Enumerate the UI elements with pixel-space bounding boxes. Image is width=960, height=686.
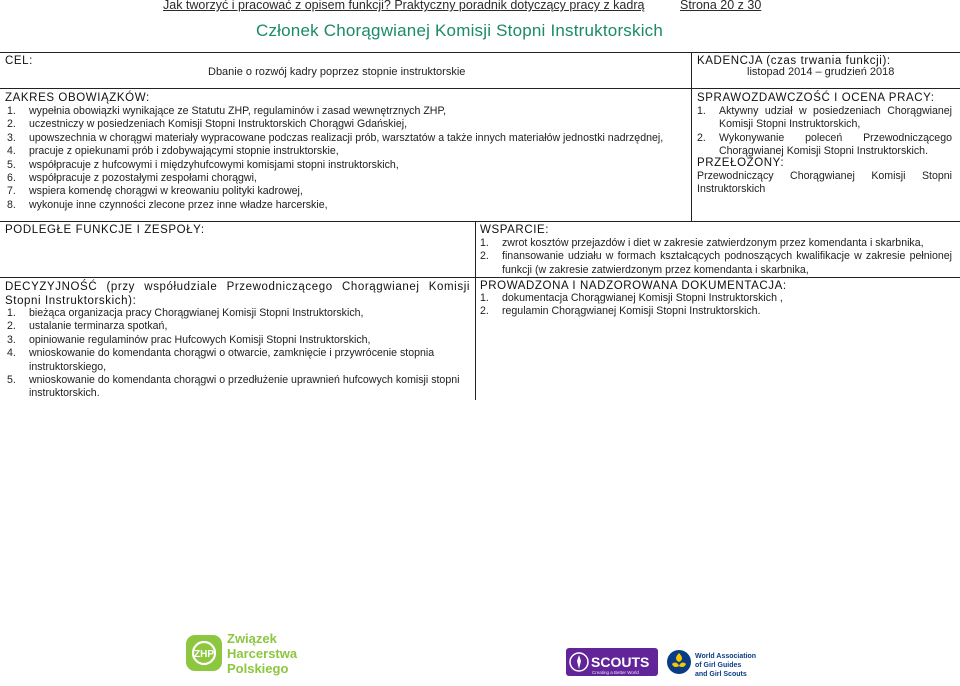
list-item: 5. wnioskowanie do komendanta chorągwi o przedłużenie uprawnień hufcowych komisji stopni instruktorskich. bbox=[7, 374, 460, 400]
divider bbox=[0, 52, 960, 53]
list-item: 2. Wykonywanie poleceń Przewodniczącego Chorągwianej Komisji Stopni Instruktorskich. bbox=[697, 131, 952, 158]
list-item: 6. współpracuje z pozostałymi zespołami chorągwi, bbox=[7, 172, 257, 185]
list-item: 2. finansowanie udziału w formach kształcących podnoszących kwalifikacje w zakresie pełnionej funkcji (w zakresie zatwierdzonym przez komendanta i skarbnika, bbox=[480, 250, 952, 276]
svg-text:Harcerstwa: Harcerstwa bbox=[227, 646, 298, 661]
list-item: 8. wykonuje inne czynności zlecone przez inne władze harcerskie, bbox=[7, 198, 328, 211]
divider bbox=[0, 88, 960, 89]
list-item: 1. dokumentacja Chorągwianej Komisji Stopni Instruktorskich , bbox=[480, 292, 783, 304]
cel-label: CEL: bbox=[5, 55, 33, 67]
wsparcie-list bbox=[480, 237, 952, 277]
przelozony-text: Przewodniczący Chorągwianej Komisji Stopni Instruktorskich bbox=[697, 170, 952, 196]
decyzyjnosc-label: DECYZYJNOŚĆ (przy współudziale Przewodniczącego Chorągwianej Komisji Stopni Instruktorskich): bbox=[5, 281, 470, 307]
svg-text:Polskiego: Polskiego bbox=[227, 661, 289, 676]
svg-text:ZHP: ZHP bbox=[194, 649, 214, 660]
svg-text:SCOUTS: SCOUTS bbox=[591, 654, 650, 670]
list-item: 2. uczestniczy w posiedzeniach Komisji Stopni Instruktorskich Chorągwi Gdańskiej, bbox=[7, 118, 408, 131]
role-title: Członek Chorągwianej Komisji Stopni Instruktorskich bbox=[256, 21, 664, 40]
dokumentacja-label: PROWADZONA I NADZOROWANA DOKUMENTACJA: bbox=[480, 280, 787, 292]
list-item: 2. regulamin Chorągwianej Komisji Stopni Instruktorskich. bbox=[480, 305, 761, 318]
cel-text: Dbanie o rozwój kadry poprzez stopnie instruktorskie bbox=[208, 66, 466, 78]
podlegle-label: PODLEGŁE FUNKCJE I ZESPOŁY: bbox=[5, 224, 205, 236]
kadencja-label: KADENCJA (czas trwania funkcji): bbox=[697, 55, 891, 67]
decyzyjnosc-list bbox=[7, 307, 469, 401]
dokumentacja-list bbox=[480, 292, 952, 319]
zakres-label: ZAKRES OBOWIĄZKÓW: bbox=[5, 92, 150, 104]
list-item: 4. pracuje z opiekunami prób i zdobywającymi stopnie instruktorskie, bbox=[7, 145, 339, 158]
zakres-list bbox=[7, 105, 667, 212]
sprawozdawczosc-label: SPRAWOZDAWCZOŚĆ I OCENA PRACY: bbox=[697, 92, 935, 104]
wagggs-logo bbox=[666, 646, 766, 680]
svg-text:Creating a Better World: Creating a Better World bbox=[592, 670, 639, 675]
list-item: 7. wspiera komendę chorągwi w kreowaniu polityki kadrowej, bbox=[7, 185, 303, 198]
list-item: 5. współpracuje z hufcowymi i międzyhufcowymi komisjami stopni instruktorskich, bbox=[7, 158, 399, 171]
page-number: Strona 20 z 30 bbox=[680, 0, 762, 12]
scouts-logo bbox=[566, 646, 658, 680]
divider bbox=[0, 221, 960, 222]
list-item: 2. ustalanie terminarza spotkań, bbox=[7, 320, 168, 333]
list-item: 1. zwrot kosztów przejazdów i diet w zakresie zatwierdzonym przez komendanta i skarbnika, bbox=[480, 237, 924, 249]
list-item: 4. wnioskowanie do komendanta chorągwi o otwarcie, zamknięcie i przywrócenie stopnia instruktorskiego, bbox=[7, 347, 435, 373]
scouts-emblem-icon bbox=[566, 646, 658, 680]
page-header bbox=[0, 0, 960, 14]
zhp-logo bbox=[185, 629, 305, 677]
list-item: 1. bieżąca organizacja pracy Chorągwianej Komisji Stopni Instruktorskich, bbox=[7, 307, 364, 319]
divider bbox=[475, 221, 476, 400]
svg-text:Związek: Związek bbox=[227, 631, 277, 646]
list-item: 1. wypełnia obowiązki wynikające ze Statutu ZHP, regulaminów i zasad wewnętrznych ZHP, bbox=[7, 105, 447, 117]
kadencja-text: listopad 2014 – grudzień 2018 bbox=[747, 66, 895, 78]
svg-text:of Girl Guides: of Girl Guides bbox=[695, 662, 742, 669]
list-item: 1. Aktywny udział w posiedzeniach Chorągwianej Komisji Stopni Instruktorskich, bbox=[697, 105, 952, 131]
wsparcie-label: WSPARCIE: bbox=[480, 224, 550, 236]
sprawozdawczosc-list bbox=[697, 105, 952, 159]
svg-text:and Girl Scouts: and Girl Scouts bbox=[695, 671, 747, 678]
przelozony-label: PRZEŁOŻONY: bbox=[697, 157, 785, 169]
zhp-badge-icon bbox=[185, 629, 305, 677]
wagggs-trefoil-icon bbox=[666, 646, 766, 680]
list-item: 3. upowszechnia w chorągwi materiały wypracowane podczas realizacji prób, warsztatów a także innych materiałów jednostki nadrzędnej, bbox=[7, 131, 664, 144]
document-title-link[interactable]: Jak tworzyć i pracować z opisem funkcji? Praktyczny poradnik dotyczący pracy z kadrą bbox=[163, 0, 645, 12]
divider bbox=[691, 52, 692, 222]
svg-text:World Association: World Association bbox=[695, 653, 757, 660]
list-item: 3. opiniowanie regulaminów prac Hufcowych Komisji Stopni Instruktorskich, bbox=[7, 333, 371, 346]
